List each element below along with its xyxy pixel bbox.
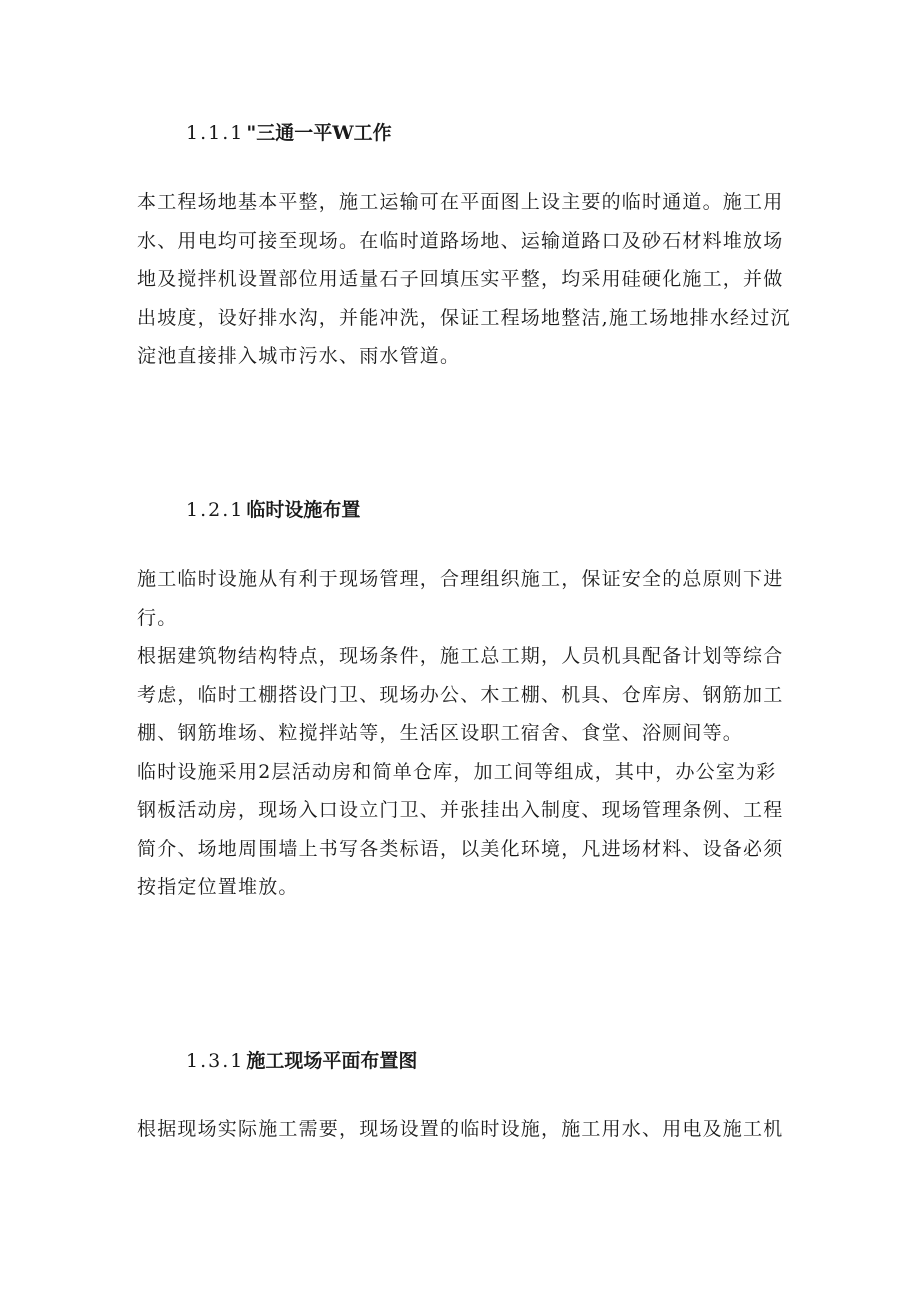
text-line: 按指定位置堆放。 <box>137 876 299 898</box>
section-1-paragraph <box>137 183 791 376</box>
text-line: 淀池直接排入城市污水、雨水管道。 <box>137 345 461 367</box>
section-2-paragraph <box>137 560 791 907</box>
section-heading-2 <box>186 497 360 523</box>
text-line: 棚、钢筋堆场、粒搅拌站等，生活区设职工宿舍、食堂、浴厕间等。 <box>137 722 744 744</box>
text-line: 出坡度，设好排水沟，并能冲洗，保证工程场地整洁,施工场地排水经过沉 <box>137 306 791 329</box>
section-heading-1 <box>186 120 392 146</box>
text-line: 本工程场地基本平整，施工运输可在平面图上设主要的临时通道。施工用 <box>137 191 784 213</box>
text-line: 地及搅拌机设置部位用适量石子回填压实平整，均采用硅硬化施工，并做 <box>137 268 784 290</box>
section-3-paragraph <box>137 1110 791 1149</box>
text-line: 行。 <box>137 606 178 629</box>
section-number: 1.1.1 <box>186 122 245 144</box>
section-title: "三通一平W工作 <box>246 122 392 144</box>
text-line: 考虑，临时工棚搭设门卫、现场办公、木工棚、机具、仓库房、钢筋加工 <box>137 683 784 706</box>
text-line: 根据现场实际施工需要，现场设置的临时设施，施工用水、用电及施工机 <box>137 1118 784 1140</box>
section-title: 施工现场平面布置图 <box>246 1050 418 1072</box>
section-number: 1.3.1 <box>186 1050 245 1072</box>
section-title: 临时设施布置 <box>246 499 361 521</box>
text-line: 根据建筑物结构特点，现场条件，施工总工期，人员机具配备计划等综合 <box>137 645 784 667</box>
section-heading-3 <box>186 1048 417 1074</box>
text-line: 临时设施采用2层活动房和简单仓库，加工间等组成，其中，办公室为彩 <box>137 760 777 783</box>
section-number: 1.2.1 <box>186 499 245 521</box>
text-line: 简介、场地周围墙上书写各类标语，以美化环境，凡进场材料、设备必须 <box>137 837 784 860</box>
text-line: 施工临时设施从有利于现场管理，合理组织施工，保证安全的总原则下进 <box>137 568 784 590</box>
text-line: 水、用电均可接至现场。在临时道路场地、运输道路口及砂石材料堆放场 <box>137 229 784 252</box>
text-line: 钢板活动房，现场入口设立门卫、并张挂出入制度、现场管理条例、工程 <box>137 799 784 821</box>
